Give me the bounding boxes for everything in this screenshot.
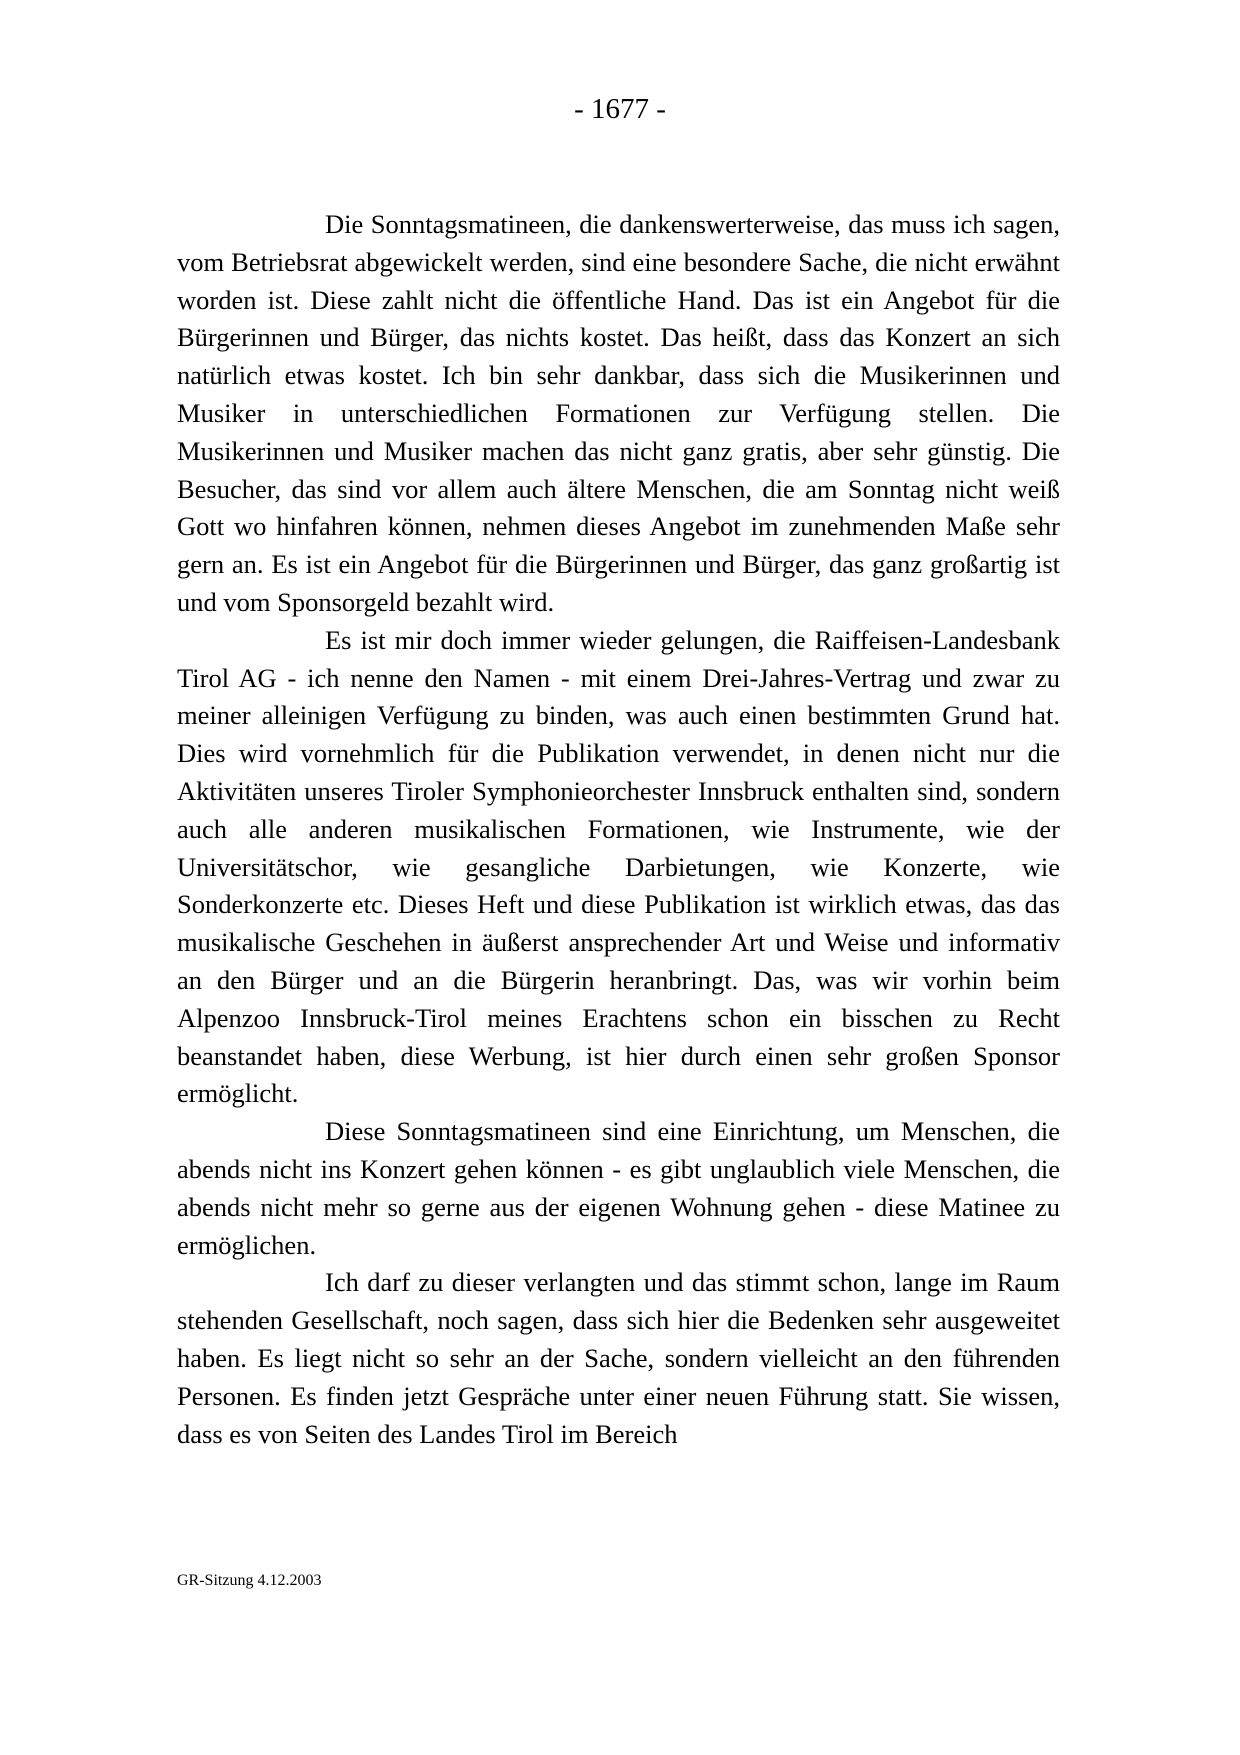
paragraph: Diese Sonntagsmatineen sind eine Einrichtung, um Menschen, die abends nicht ins Konzert gehen können - es gibt unglaublich viele Menschen, die abends nicht mehr so gerne aus der eigenen Wohnung gehen - diese Matinee zu ermöglichen. [177, 1116, 1060, 1260]
paragraph: Ich darf zu dieser verlangten und das stimmt schon, lange im Raum stehenden Gesellschaft, noch sagen, dass sich hier die Bedenken sehr ausgeweitet haben. Es liegt nicht so sehr an der Sache, sondern vielleicht an den führenden Personen. Es finden jetzt Gespräche unter einer neuen Führung statt. Sie wissen, dass es von Seiten des Landes Tirol im Bereich [177, 1267, 1060, 1449]
footer-session-label: GR-Sitzung 4.12.2003 [177, 1572, 322, 1589]
page-number: - 1677 - [574, 93, 666, 125]
paragraph: Es ist mir doch immer wieder gelungen, die Raiffeisen-Landesbank Tirol AG - ich nenne den Namen - mit einem Drei-Jahres-Vertrag und zwar zu meiner alleinigen Verfügung zu binden, was auch einen bestimmten Grund hat. Dies wird vornehmlich für die Publikation verwendet, in denen nicht nur die Aktivitäten unseres Tiroler Symphonieorchester Innsbruck enthalten sind, sondern auch alle anderen musikalischen Formationen, wie Instrumente, wie der Universitätschor, wie gesangliche Darbietungen, wie Konzerte, wie Sonderkonzerte etc. Dieses Heft und diese Publikation ist wirklich etwas, das das musikalische Geschehen in äußerst ansprechender Art und Weise und informativ an den Bürger und an die Bürgerin heranbringt. Das, was wir vorhin beim Alpenzoo Innsbruck-Tirol meines Erachtens schon ein bisschen zu Recht beanstandet haben, diese Werbung, ist hier durch einen sehr großen Sponsor ermöglicht. [177, 624, 1060, 1109]
body-text [177, 206, 1060, 1453]
paragraph: Die Sonntagsmatineen, die dankenswerterweise, das muss ich sagen, vom Betriebsrat abgewickelt werden, sind eine besondere Sache, die nicht erwähnt worden ist. Diese zahlt nicht die öffentliche Hand. Das ist ein Angebot für die Bürgerinnen und Bürger, das nichts kostet. Das heißt, dass das Konzert an sich natürlich etwas kostet. Ich bin sehr dankbar, dass sich die Musikerinnen und Musiker in unterschiedlichen Formationen zur Verfügung stellen. Die Musikerinnen und Musiker machen das nicht ganz gratis, aber sehr günstig. Die Besucher, das sind vor allem auch ältere Menschen, die am Sonntag nicht weiß Gott wo hinfahren können, nehmen dieses Angebot im zunehmenden Maße sehr gern an. Es ist ein Angebot für die Bürgerinnen und Bürger, das ganz großartig ist und vom Sponsorgeld bezahlt wird. [177, 209, 1060, 617]
